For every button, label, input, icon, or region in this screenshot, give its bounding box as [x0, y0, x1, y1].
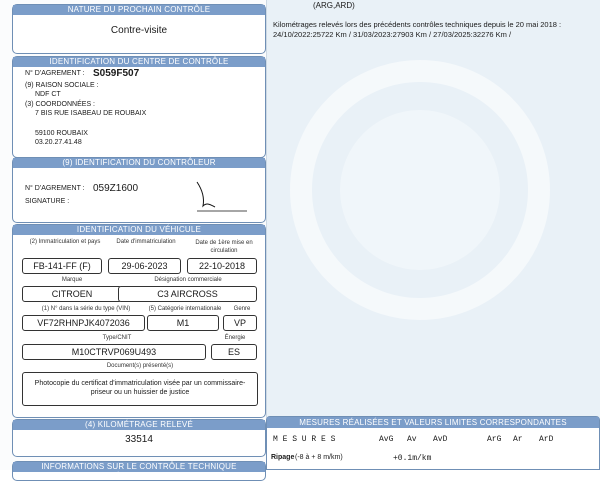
vin-value: VF72RHNPJK4072036: [22, 315, 145, 331]
centre-agrement-value: S059F507: [93, 68, 140, 79]
nature-panel: [12, 4, 266, 54]
marque-label: Marque: [61, 277, 83, 283]
kilometrage-header: (4) KILOMÉTRAGE RELEVÉ: [13, 420, 265, 430]
vin-label: (1) N° dans la série du type (VIN): [41, 306, 131, 312]
centre-phone: 03.20.27.41.48: [35, 139, 82, 146]
history-line-2: 24/10/2022:25722 Km / 31/03/2023:27903 Km / 27/03/2025:32276 Km /: [273, 30, 512, 39]
centre-panel: [12, 56, 266, 158]
ripage-value: +0.1m/km: [393, 454, 432, 463]
categorie-label: (5) Catégorie internationale: [148, 306, 222, 312]
watermark-seal-inner: [340, 110, 500, 270]
defavorable-panel: [12, 461, 266, 481]
coord-label: (3) COORDONNÉES :: [25, 101, 96, 108]
signature-mark: [171, 178, 261, 212]
designation-label: Désignation commerciale: [154, 277, 222, 283]
date-first-label: Date de 1ère mise en circulation: [195, 240, 253, 254]
vehicule-panel: [12, 224, 266, 418]
nature-value: Contre-visite: [110, 25, 168, 36]
date-first-value: 22-10-2018: [187, 258, 257, 274]
defect-code: (ARG,ARD): [313, 1, 355, 10]
history-line-1: Kilométrages relevés lors des précédents contrôles techniques depuis le 20 mai 2018 :: [273, 20, 562, 29]
genre-value: VP: [223, 315, 257, 331]
col-arg: ArG: [487, 435, 502, 444]
defavorable-header: INFORMATIONS SUR LE CONTRÔLE TECHNIQUE DÉFAVORABLE: [13, 462, 265, 472]
address-line-2: 59100 ROUBAIX: [35, 130, 88, 137]
address-line-1: 7 BIS RUE ISABEAU DE ROUBAIX: [35, 110, 147, 117]
docs-value: Photocopie du certificat d'immatriculation visée par un commissaire-priseur ou un huissier de justice: [22, 372, 258, 406]
immat-label: (2) Immatriculation et pays: [29, 239, 101, 245]
raison-label: (9) RAISON SOCIALE :: [25, 82, 99, 89]
categorie-value: M1: [147, 315, 219, 331]
energie-value: ES: [211, 344, 257, 360]
type-value: M10CTRVP069U493: [22, 344, 206, 360]
col-av: Av: [407, 435, 417, 444]
date-immat-value: 29-06-2023: [108, 258, 181, 274]
measures-title: M E S U R E S: [273, 435, 336, 444]
date-immat-label: Date d'immatriculation: [116, 239, 176, 245]
centre-agrement-label: N° D'AGREMENT :: [25, 70, 85, 77]
col-ard: ArD: [539, 435, 554, 444]
type-label: Type/CNIT: [102, 335, 132, 341]
centre-header: IDENTIFICATION DU CENTRE DE CONTRÔLE: [13, 57, 265, 67]
vehicule-header: IDENTIFICATION DU VÉHICULE: [13, 225, 265, 235]
genre-label: Genre: [233, 306, 251, 312]
ripage-label: Ripage: [271, 454, 295, 461]
kilometrage-panel: [12, 419, 266, 457]
docs-label: Document(s) présenté(s): [106, 363, 174, 369]
col-avg: AvG: [379, 435, 394, 444]
immat-value: FB-141-FF (F): [22, 258, 102, 274]
col-avd: AvD: [433, 435, 448, 444]
energie-label: Énergie: [224, 335, 246, 341]
controleur-agrement-label: N° D'AGREMENT :: [25, 185, 85, 192]
kilometrage-value: 33514: [125, 434, 153, 445]
designation-value: C3 AIRCROSS: [118, 286, 257, 302]
controleur-panel: [12, 157, 266, 223]
marque-value: CITROEN: [22, 286, 122, 302]
controleur-agrement-value: 059Z1600: [93, 183, 139, 194]
measures-header: MESURES RÉALISÉES ET VALEURS LIMITES CORRESPONDANTES: [267, 417, 599, 428]
ripage-range: (-8 à + 8 m/km): [295, 454, 343, 461]
raison-value: NDF CT: [35, 91, 61, 98]
measures-panel: [266, 416, 600, 470]
nature-header: NATURE DU PROCHAIN CONTRÔLE: [13, 5, 265, 15]
col-ar: Ar: [513, 435, 523, 444]
controleur-header: (9) IDENTIFICATION DU CONTRÔLEUR: [13, 158, 265, 168]
signature-label: SIGNATURE :: [25, 198, 70, 205]
